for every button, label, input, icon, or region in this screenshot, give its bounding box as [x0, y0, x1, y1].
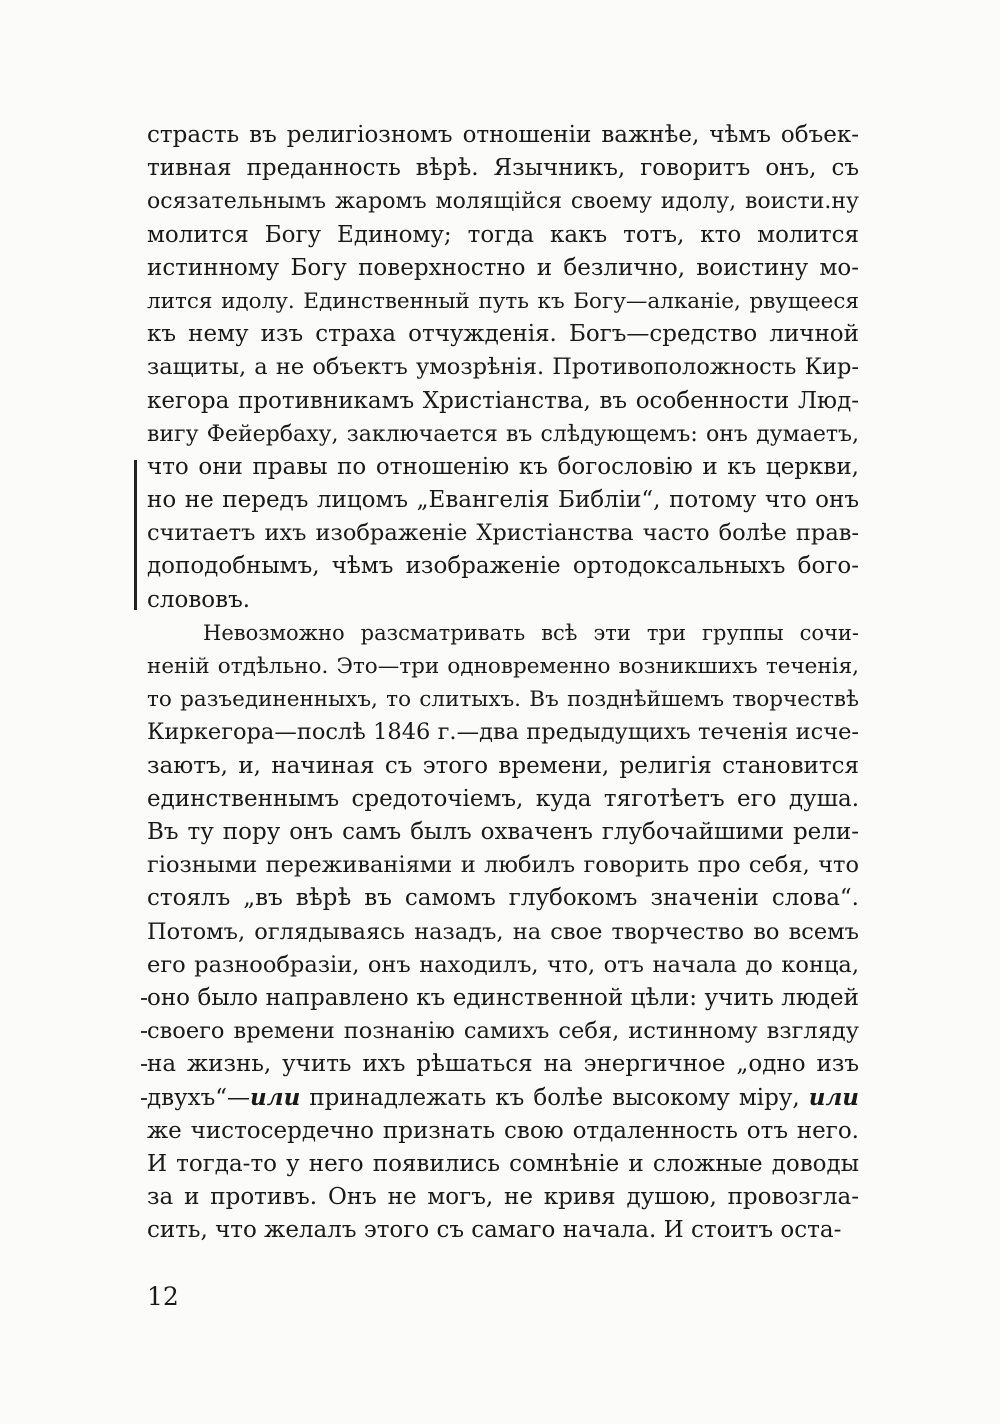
paragraph-2 [147, 617, 859, 1248]
text-line: гіозными переживаніями и любилъ говорить про себя, что [147, 852, 859, 879]
text-line: И тогда-то у него появились сомнѣніе и сложные доводы [147, 1150, 859, 1177]
text-line: но не передъ лицомъ „Евангелія Библіи“, потому что онъ [147, 487, 859, 514]
text-line: неній отдѣльно. Это—три одновременно возникшихъ теченія, [147, 654, 859, 679]
text-line: двухъ“—или принадлежать къ болѣе высокому міру, или [147, 1084, 859, 1112]
margin-tick [141, 1098, 147, 1100]
text-line: стоялъ „въ вѣрѣ въ самомъ глубокомъ значеніи слова“. [147, 885, 859, 912]
margin-tick [141, 1064, 147, 1066]
text-line: Киркегора—послѣ 1846 г.—два предыдущихъ теченія исче- [147, 719, 859, 746]
text-line: что они правы по отношенію къ богословію и къ церкви, [147, 453, 859, 480]
text-line: Въ ту пору онъ самъ былъ охваченъ глубочайшими рели- [147, 818, 859, 845]
text-line: лится идолу. Единственный путь къ Богу—алканіе, рвущееся [147, 288, 859, 314]
text-line: осязательнымъ жаромъ молящійся своему идолу, воисти.ну [147, 189, 859, 215]
margin-tick [141, 1031, 147, 1033]
text-line: то разъединенныхъ, то слитыхъ. Въ позднѣйшемъ творчествѣ [147, 687, 859, 713]
text-line: къ нему изъ страха отчужденія. Богъ—средство личной [147, 321, 859, 348]
text-line: считаетъ ихъ изображеніе Христіанства часто болѣе прав- [147, 520, 859, 547]
text-line: оно было направлено къ единственной цѣли: учить людей [147, 984, 859, 1011]
text-line: сить, что желалъ этого съ самаго начала. И стоитъ оста- [147, 1217, 842, 1244]
text-line: тивная преданность вѣрѣ. Язычникъ, говоритъ онъ, съ [147, 155, 859, 182]
margin-mark [134, 460, 137, 610]
text-line: молится Богу Единому; тогда какъ тотъ, кто молится [147, 221, 859, 248]
text-line: заютъ, и, начиная съ этого времени, религія становится [147, 752, 859, 779]
text-line: истинному Богу поверхностно и безлично, воистину мо- [147, 254, 859, 281]
text-line: Потомъ, оглядываясь назадъ, на свое творчество во всемъ [147, 918, 859, 945]
text-line: вигу Фейербаху, заключается въ слѣдующемъ: онъ думаетъ, [147, 421, 859, 447]
text-line: за и противъ. Онъ не могъ, не кривя душою, провозгла- [147, 1184, 859, 1210]
text-line: слововъ. [147, 586, 251, 613]
text-line: единственнымъ средоточіемъ, куда тяготѣетъ его душа. [147, 785, 859, 812]
text-line: своего времени познанію самихъ себя, истинному взгляду [147, 1018, 859, 1045]
page-number: 12 [147, 1282, 179, 1311]
margin-tick [141, 998, 147, 1000]
text-line: же чистосердечно признать свою отдаленность отъ него. [147, 1117, 859, 1144]
page-body [147, 119, 859, 1247]
text-line: его разнообразіи, онъ находилъ, что, отъ начала до конца, [147, 951, 859, 978]
text-line: кегора противникамъ Христіанства, въ особенности Люд- [147, 387, 859, 414]
text-line: Невозможно разсматривать всѣ эти три группы сочи- [203, 620, 859, 645]
paragraph-1 [147, 119, 859, 617]
text-line: на жизнь, учить ихъ рѣшаться на энергичное „одно изъ [147, 1051, 859, 1078]
text-line: доподобнымъ, чѣмъ изображеніе ортодоксальныхъ бого- [147, 553, 859, 580]
text-line: страсть въ религіозномъ отношеніи важнѣе, чѣмъ объек- [147, 122, 859, 148]
text-line: защиты, а не объектъ умозрѣнія. Противоположность Кир- [147, 354, 859, 381]
